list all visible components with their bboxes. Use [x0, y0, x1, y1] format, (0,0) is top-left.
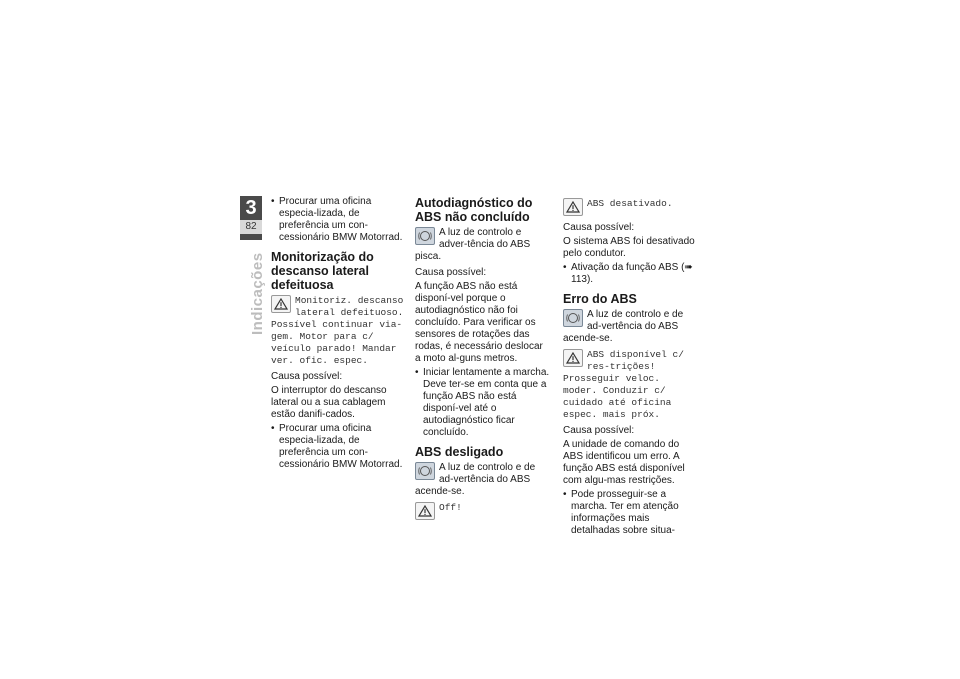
list-item: • Procurar uma oficina especia-lizada, de preferência um con-cessionário BMW Motorrad.	[271, 423, 403, 470]
warning-triangle-icon	[563, 349, 583, 367]
abs-light-icon	[563, 309, 583, 327]
cause-text: A função ABS não está disponí-vel porque o autodiagnóstico não foi concluído. Para verificar os sensores de rotações das rodas, é necessário deslocar a moto al-guns metros.	[415, 281, 543, 364]
warning-message: ABS desativado.	[563, 198, 699, 218]
chapter-number: 3	[245, 197, 257, 219]
column-1	[271, 196, 407, 473]
cause-text: O interruptor do descanso lateral ou a sua cablagem estão danifi-cados.	[271, 385, 387, 420]
column-3	[563, 196, 699, 539]
section-heading: Autodiagnóstico do ABS não concluído	[415, 196, 533, 224]
indicator-note: A luz de controlo e adver-tência do ABS pisca.	[415, 227, 531, 262]
cause-text: A unidade de comando do ABS identificou um erro. A função ABS está disponível com algu-mas restrições.	[563, 439, 685, 486]
cause-label: Causa possível:	[563, 425, 635, 436]
warning-message: ABS disponível c/ res-trições! Prosseguir veloc. moder. Conduzir c/ cuidado até oficina espec. mais próx.	[563, 349, 684, 420]
list-item: • Pode prosseguir-se a marcha. Ter em atenção informações mais detalhadas sobre situa-	[563, 489, 679, 536]
list-item: • Ativação da função ABS (➠ 113).	[563, 262, 693, 285]
warning-message: Monitoriz. descanso lateral defeituoso. Possível continuar via-gem. Motor para c/ veículo parado! Mandar ver. ofic. espec.	[271, 295, 404, 366]
indicator-note: A luz de controlo e de ad-vertência do ABS acende-se.	[415, 462, 536, 497]
warning-triangle-icon	[271, 295, 291, 313]
cause-label: Causa possível:	[271, 371, 343, 382]
chapter-tab	[240, 196, 262, 240]
abs-light-icon	[415, 462, 435, 480]
list-item: • Procurar uma oficina especia-lizada, de preferência um con-cessionário BMW Motorrad.	[271, 196, 403, 243]
warning-message: Off!	[415, 502, 551, 522]
column-2	[415, 196, 551, 526]
section-heading: Monitorização do descanso lateral defeituosa	[271, 250, 374, 292]
warning-triangle-icon	[563, 198, 583, 216]
page-number: 82	[240, 220, 262, 234]
warning-triangle-icon	[415, 502, 435, 520]
section-heading: ABS desligado	[415, 445, 504, 459]
cause-label: Causa possível:	[415, 267, 487, 278]
abs-light-icon	[415, 227, 435, 245]
section-heading: Erro do ABS	[563, 292, 637, 306]
indicator-note: A luz de controlo e de ad-vertência do ABS acende-se.	[563, 309, 684, 344]
cause-text: O sistema ABS foi desativado pelo condutor.	[563, 236, 695, 259]
chapter-side-title: Indicações	[249, 252, 266, 335]
cause-label: Causa possível:	[563, 222, 635, 233]
list-item: • Iniciar lentamente a marcha. Deve ter-se em conta que a função ABS não está disponí-vel até o autodiagnóstico ficar concluído.	[415, 367, 550, 438]
